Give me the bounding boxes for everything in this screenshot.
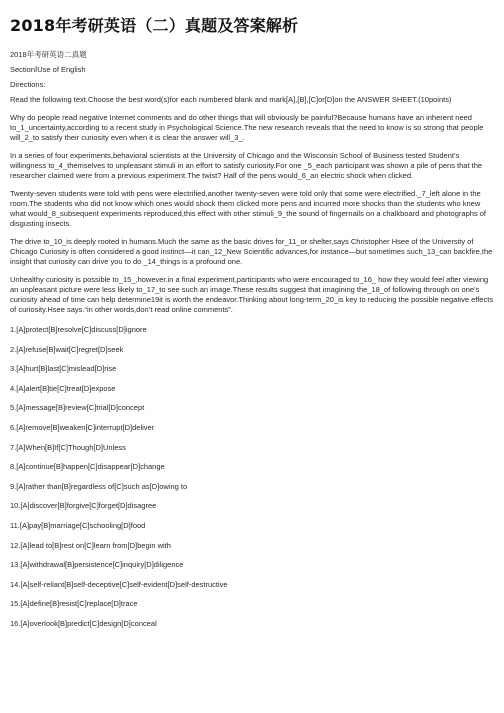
directions-label: Directions: [10,80,46,89]
question-list [10,325,494,629]
question-item: 1.[A]protect[B]resolve[C]discuss[D]ignore [10,325,147,334]
question-item: 12.[A]lead to[B]rest on[C]learn from[D]begin with [10,540,171,550]
passage-paragraph-3: Twenty-seven students were told with pens were electrified,another twenty-seven were told only that some were electrified._7_left alone in the room.The students who did not know which ones would shock them clicked more pens and incurred more shocks than the students who knew what would_8_subsequent experiments reproduced,this effect with other stimuli_9_the sound of fingernails on a chalkboard and photographs of disgusting insects. [10,189,487,228]
question-item: 13.[A]withdrawal[B]persistence[C]inquiry[D]diligence [10,560,184,570]
document-subtitle: 2018年考研英语二真题 [10,50,87,59]
question-item: 15.[A]define[B]resist[C]replace[D]trace [10,599,138,609]
question-item: 11.[A]pay[B]marriage[C]schooling[D]food [10,520,146,530]
question-item: 16.[A]overlook[B]predict[C]design[D]conceal [10,618,157,628]
question-item: 8.[A]continue[B]happen[C]disappear[D]change [10,462,165,472]
directions-text: Read the following text.Choose the best word(s)for each numbered blank and mark[A],[B],[C]or[D]on the ANSWER SHEET.(10points) [10,95,452,104]
question-item: 6.[A]remove[B]weaken[C]interrupt[D]deliver [10,422,155,432]
passage-paragraph-2: In a series of four experiments,behavioral scientists at the University of Chicago and the Wisconsin School of Business tested Student’s willingness to_4_themselves to unpleasant stimuli in an effort to satisfy curiosity.For one _5_each participant was shown a pile of pens that the researcher claimed were from a previous experiment.The twist? Half of the pens would_6_an electric shock when clicked. [10,151,483,180]
question-item: 4.[A]alert[B]tie[C]treat[D]expose [10,383,116,393]
question-item: 3.[A]hurt[B]last[C]mislead[D]rise [10,364,117,374]
question-item: 5.[A]message[B]review[C]trial[D]concept [10,403,145,413]
passage-paragraph-1: Why do people read negative Internet comments and do other things that will obviously be painful?Because humans have an inherent need to_1_uncertainty,according to a recent study in Psychological Science.The new research reveals that the need to know is so strong that people will_2_to satisfy their curiosity even when it is clear the answer will_3_. [10,113,484,142]
section-heading: SectionⅠUse of English [10,65,86,74]
question-item: 9.[A]rather than[B]regardless of[C]such as[D]owing to [10,481,188,491]
question-item: 14.[A]self-reliant[B]self-deceptive[C]self-evident[D]self-destructive [10,579,228,589]
question-item: 7.[A]When[B]If[C]Though[D]Unless [10,442,126,452]
question-item: 10.[A]discover[B]forgive[C]forget[D]disagree [10,501,157,511]
passage-paragraph-5: Unhealthy curiosity is possible to_15_,however.in a final experiment,participants who were encouraged to_16_ how they would feel after viewing an unpleasant picture were less likely to_17_to see such an image.These results suggest that imagining the_18_of following through on one’s curiosity ahead of time can help determine19it is worth the endeavor.Thinking about long-term_20_is key to reducing the possible negative effects of curiosity.Hsee says.“in other words,don’t read online comments”. [10,275,494,314]
question-item: 2.[A]refuse[B]wait[C]regret[D]seek [10,344,124,354]
passage-paragraph-4: The drive to_10_is deeply rooted in humans.Much the same as the basic drives for_11_or shelter,says Christopher Hsee of the University of Chicago Curiosity is often considered a good instinct—it can_12_New Scientific advances,for instance—but sometimes such_13_can backfire,the insight that curiosity can drive you to do _14_things is a profound one. [10,237,493,266]
document-title: 2018年考研英语（二）真题及答案解析 [10,16,299,35]
